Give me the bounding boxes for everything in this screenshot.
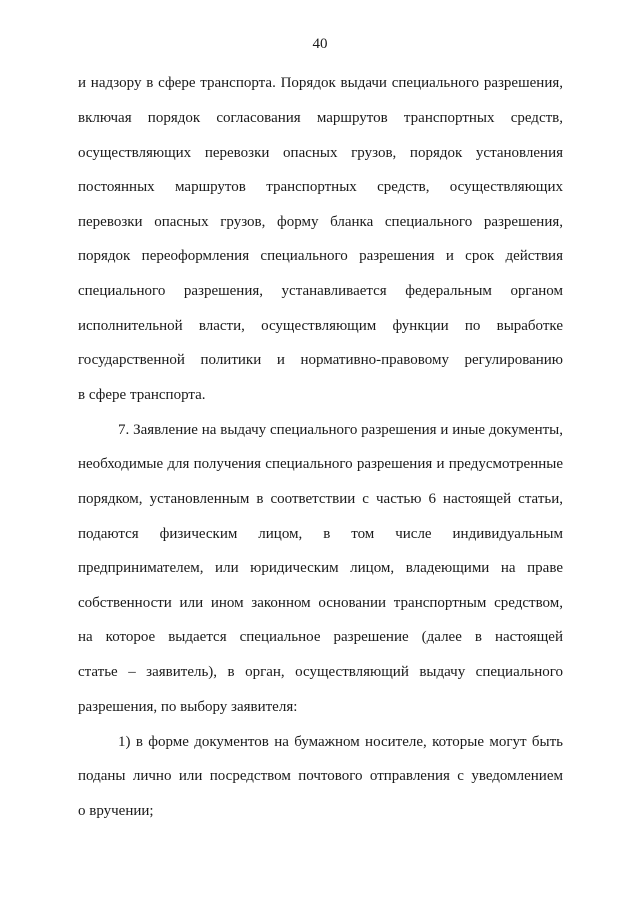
text-line: предпринимателем, или юридическим лицом, владеющими на праве [78,560,563,576]
text-line: подаются физическим лицом, в том числе индивидуальным [78,526,563,542]
text-line: исполнительной власти, осуществляющим функции по выработке [78,318,563,334]
text-line: о вручении; [78,803,154,819]
text-line: на которое выдается специальное разрешение (далее в настоящей [78,629,563,645]
text-line: осуществляющих перевозки опасных грузов, порядок установления [78,145,563,161]
text-line: порядком, установленным в соответствии с частью 6 настоящей статьи, [78,491,563,507]
text-line: в сфере транспорта. [78,387,206,403]
text-line: специального разрешения, устанавливается федеральным органом [78,283,563,299]
text-line: перевозки опасных грузов, форму бланка специального разрешения, [78,214,563,230]
text-line: собственности или ином законном основании транспортным средством, [78,595,563,611]
paragraph-start-line: 1) в форме документов на бумажном носителе, которые могут быть [118,734,563,750]
text-line: необходимые для получения специального разрешения и предусмотренные [78,456,563,472]
paragraph-start-line: 7. Заявление на выдачу специального разрешения и иные документы, [118,422,563,438]
page-number: 40 [312,36,328,52]
text-line: разрешения, по выбору заявителя: [78,699,298,715]
text-line: статье – заявитель), в орган, осуществляющий выдачу специального [78,664,563,680]
text-line: включая порядок согласования маршрутов транспортных средств, [78,110,563,126]
text-line: государственной политики и нормативно-правовому регулированию [78,352,563,368]
text-line: постоянных маршрутов транспортных средств, осуществляющих [78,179,563,195]
text-line: поданы лично или посредством почтового отправления с уведомлением [78,768,563,784]
text-line: и надзору в сфере транспорта. Порядок выдачи специального разрешения, [78,75,563,91]
text-line: порядок переоформления специального разрешения и срок действия [78,248,563,264]
